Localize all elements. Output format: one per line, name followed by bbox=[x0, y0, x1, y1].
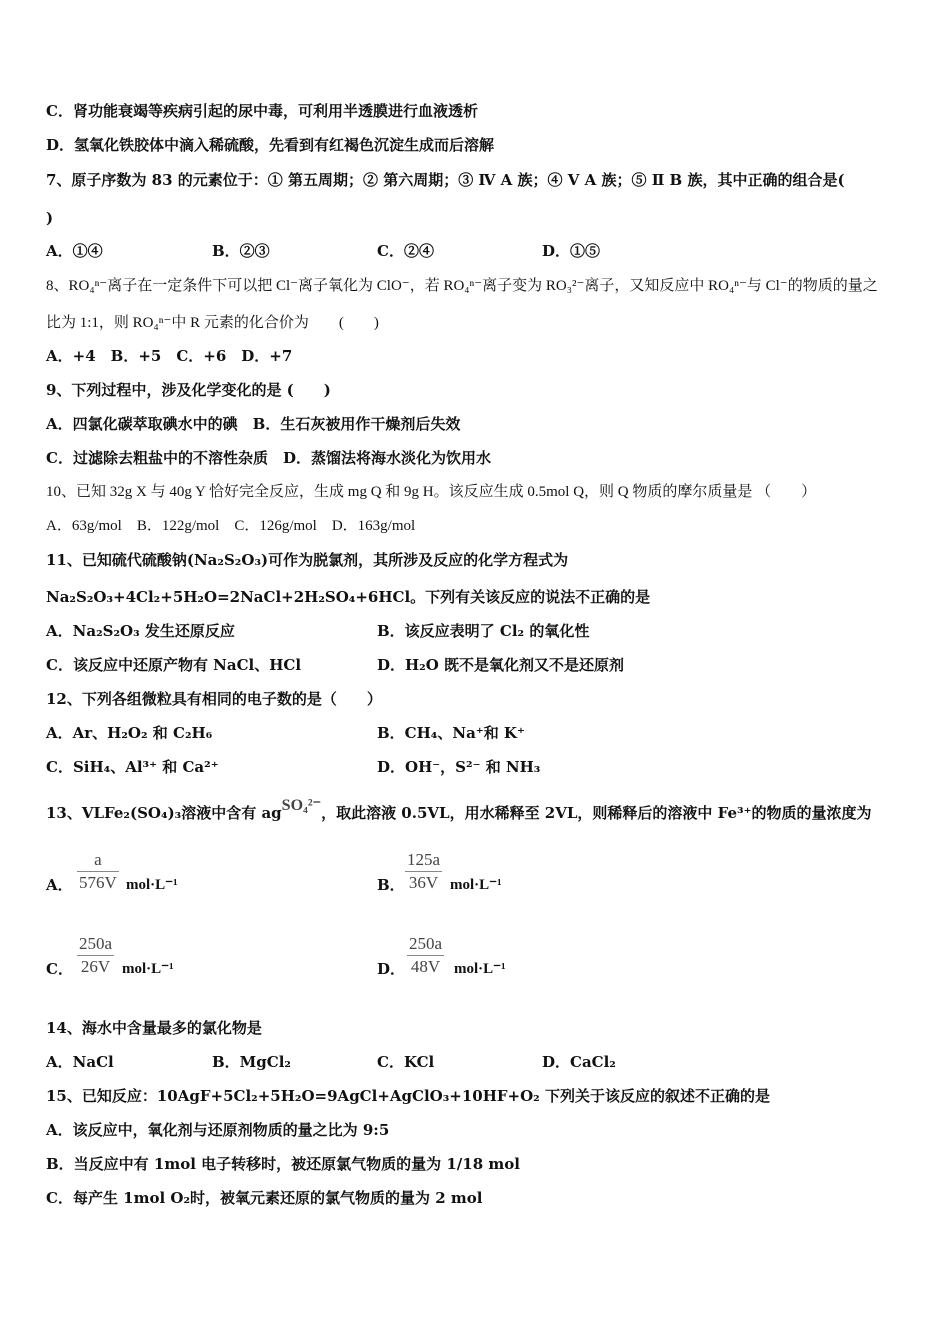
fraction-bar bbox=[405, 871, 442, 872]
q13-option-a-label: A． bbox=[46, 876, 73, 894]
q11-option-c: C．该反应中还原产物有 NaCl、HCl bbox=[46, 656, 302, 674]
option-d-line: D．氢氧化铁胶体中滴入稀硫酸，先看到有红褐色沉淀生成而后溶解 bbox=[46, 136, 495, 154]
q13-option-b-unit: mol·L⁻¹ bbox=[450, 877, 502, 893]
q7-option-b: B．②③ bbox=[212, 242, 270, 260]
denominator: 48V bbox=[410, 957, 441, 976]
option-c-line: C．肾功能衰竭等疾病引起的尿中毒，可利用半透膜进行血液透析 bbox=[46, 102, 478, 120]
sulfate-ion: SO₄²⁻ bbox=[281, 797, 322, 814]
fraction-bar bbox=[407, 955, 444, 956]
q13-option-d-label: D． bbox=[377, 960, 406, 978]
fraction-bar bbox=[77, 955, 114, 956]
q12-option-c: C．SiH₄、Al³⁺ 和 Ca²⁺ bbox=[46, 758, 219, 776]
q14-option-a: A．NaCl bbox=[46, 1053, 114, 1071]
numerator: 250a bbox=[409, 934, 443, 953]
question-12: 12、下列各组微粒具有相同的电子数的是（ ） bbox=[46, 690, 382, 708]
q15-option-b: B．当反应中有 1mol 电子转移时，被还原氯气物质的量为 1/18 mol bbox=[46, 1155, 520, 1173]
question-9: 9、下列过程中，涉及化学变化的是 ( ) bbox=[46, 381, 331, 399]
question-13-prefix: 13、VLFe₂(SO₄)₃溶液中含有 ag bbox=[46, 804, 282, 822]
question-13 bbox=[46, 797, 872, 824]
q7-option-a: A．①④ bbox=[46, 242, 103, 260]
q13-option-b-label: B． bbox=[377, 876, 405, 894]
denominator: 26V bbox=[80, 957, 111, 976]
q13-option-a-fraction bbox=[77, 850, 119, 893]
question-11-equation: Na₂S₂O₃+4Cl₂+5H₂O=2NaCl+2H₂SO₄+6HCl。下列有关该反应的说法不正确的是 bbox=[46, 588, 651, 606]
q13-option-a-unit: mol·L⁻¹ bbox=[126, 877, 178, 893]
q9-options-ab: A．四氯化碳萃取碘水中的碘 B．生石灰被用作干燥剂后失效 bbox=[46, 415, 461, 433]
q11-option-d: D．H₂O 既不是氧化剂又不是还原剂 bbox=[377, 656, 625, 674]
q15-option-a: A．该反应中，氧化剂与还原剂物质的量之比为 9:5 bbox=[46, 1121, 390, 1139]
q7-option-d: D．①⑤ bbox=[542, 242, 601, 260]
q13-option-b-fraction bbox=[405, 850, 442, 893]
q10-options: A．63g/mol B．122g/mol C．126g/mol D．163g/mol bbox=[46, 518, 416, 534]
q9-options-cd: C．过滤除去粗盐中的不溶性杂质 D．蒸馏法将海水淡化为饮用水 bbox=[46, 449, 491, 467]
fraction-bar bbox=[77, 871, 119, 872]
q14-option-d: D．CaCl₂ bbox=[542, 1053, 616, 1071]
numerator: 250a bbox=[79, 934, 113, 953]
q8-options: A．+4 B．+5 C．+6 D．+7 bbox=[46, 347, 293, 365]
q7-option-c: C．②④ bbox=[377, 242, 434, 260]
q13-option-d-unit: mol·L⁻¹ bbox=[454, 961, 506, 977]
denominator: 36V bbox=[408, 873, 439, 892]
q15-option-c: C．每产生 1mol O₂时，被氧元素还原的氯气物质的量为 2 mol bbox=[46, 1189, 483, 1207]
q11-option-a: A．Na₂S₂O₃ 发生还原反应 bbox=[46, 622, 235, 640]
q13-option-c-label: C． bbox=[46, 960, 73, 978]
q12-option-b: B．CH₄、Na⁺和 K⁺ bbox=[377, 724, 525, 742]
q12-option-d: D．OH⁻，S²⁻ 和 NH₃ bbox=[377, 758, 541, 776]
question-7-cont: ) bbox=[46, 209, 54, 227]
q14-option-b: B．MgCl₂ bbox=[212, 1053, 291, 1071]
question-15: 15、已知反应：10AgF+5Cl₂+5H₂O=9AgCl+AgClO₃+10HF+O₂ 下列关于该反应的叙述不正确的是 bbox=[46, 1087, 770, 1105]
question-11: 11、已知硫代硫酸钠(Na₂S₂O₃)可作为脱氯剂，其所涉及反应的化学方程式为 bbox=[46, 551, 569, 569]
q13-option-d-fraction bbox=[407, 934, 444, 977]
question-7: 7、原子序数为 83 的元素位于：① 第五周期；② 第六周期；③ Ⅳ A 族；④ Ⅴ A 族；⑤ Ⅱ B 族，其中正确的组合是( bbox=[46, 171, 845, 189]
q11-option-b: B．该反应表明了 Cl₂ 的氧化性 bbox=[377, 622, 590, 640]
q13-option-c-fraction bbox=[77, 934, 114, 977]
question-14: 14、海水中含量最多的氯化物是 bbox=[46, 1019, 262, 1037]
question-8-cont: 比为 1:1，则 RO₄ⁿ⁻中 R 元素的化合价为 ( ) bbox=[46, 315, 379, 331]
question-8: 8、RO₄ⁿ⁻离子在一定条件下可以把 Cl⁻离子氧化为 ClO⁻，若 RO₄ⁿ⁻离子变为 RO₃²⁻离子，又知反应中 RO₄ⁿ⁻与 Cl⁻的物质的量之 bbox=[46, 278, 878, 294]
q13-option-c-unit: mol·L⁻¹ bbox=[122, 961, 174, 977]
question-13-suffix: ，取此溶液 0.5VL，用水稀释至 2VL，则稀释后的溶液中 Fe³⁺的物质的量浓度为 bbox=[321, 804, 872, 822]
question-10: 10、已知 32g X 与 40g Y 恰好完全反应，生成 mg Q 和 9g H。该反应生成 0.5mol Q，则 Q 物质的摩尔质量是 （ ） bbox=[46, 484, 817, 500]
denominator: 576V bbox=[79, 873, 117, 892]
numerator: 125a bbox=[407, 850, 441, 869]
q14-option-c: C．KCl bbox=[377, 1053, 435, 1071]
q12-option-a: A．Ar、H₂O₂ 和 C₂H₆ bbox=[46, 724, 213, 742]
numerator: a bbox=[94, 850, 102, 869]
